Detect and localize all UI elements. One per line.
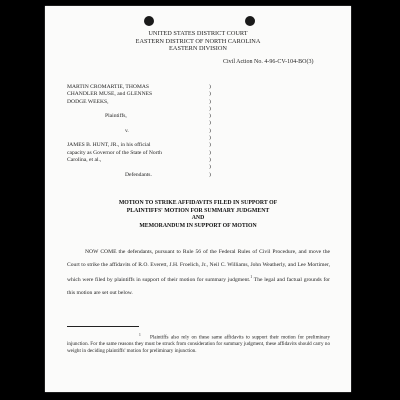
- caption-row: [67, 164, 237, 171]
- court-district: EASTERN DISTRICT OF NORTH CAROLINA: [135, 37, 261, 45]
- caption-paren: ): [209, 84, 211, 90]
- caption-text: v.: [125, 127, 129, 134]
- punch-hole: [245, 16, 255, 26]
- caption-row: [67, 106, 237, 113]
- caption-text: MARTIN CROMARTIE, THOMAS: [67, 84, 150, 90]
- caption-paren: ): [209, 120, 211, 127]
- motion-body: [67, 246, 330, 299]
- caption-row: [67, 99, 237, 106]
- body-paragraph: NOW COME the defendants, pursuant to Rule 56 of the Federal Rules of Civil Procedure, and move the Court to strike the affidavits of R.O. Everett, J.H. Froelich, Jr., Neil C. Williams, John Weatherly, and Lee Mortimer, which were filed by plaintiffs in support of their motion for summary judgment.: [67, 249, 330, 284]
- caption-row: [67, 84, 237, 91]
- civil-action-number: Civil Action No. 4-96-CV-104-BO(3): [223, 59, 314, 65]
- court-header: [45, 30, 351, 53]
- footnote-divider: [67, 326, 139, 327]
- footnote: [67, 332, 330, 354]
- caption-row: [67, 120, 237, 127]
- case-caption: [67, 84, 237, 179]
- caption-paren: ): [209, 149, 211, 156]
- caption-row: [67, 150, 237, 157]
- caption-paren: ): [209, 91, 211, 98]
- caption-text: Carolina, et al.,: [67, 156, 102, 163]
- caption-paren: ): [209, 135, 211, 142]
- footnote-text: Plaintiffs also rely on these same affidavits to support their motion for preliminary injunction. For the same reasons they must be struck from consideration for summary judgment, these affidavits should carry no weight in deciding plaintiffs' motion for preliminary injunction.: [67, 334, 331, 354]
- court-division: EASTERN DIVISION: [169, 45, 227, 52]
- caption-text: DODGE WEEKS,: [67, 98, 109, 105]
- punch-hole: [144, 16, 154, 26]
- caption-row: [67, 113, 237, 120]
- caption-paren: ): [209, 171, 211, 178]
- caption-paren: ): [209, 113, 211, 120]
- caption-paren: ): [209, 156, 211, 163]
- court-name: UNITED STATES DISTRICT COURT: [148, 30, 248, 37]
- footnote-reference: 1: [250, 275, 253, 280]
- caption-text: capacity as Governor of the State of North: [67, 149, 162, 156]
- caption-text: JAMES B. HUNT, JR., in his official: [67, 142, 151, 149]
- motion-title-line: MOTION TO STRIKE AFFIDAVITS FILED IN SUPPORT OF: [118, 200, 278, 206]
- caption-row: [67, 128, 237, 135]
- caption-row: [67, 157, 237, 164]
- caption-paren: ): [209, 127, 211, 134]
- caption-text: Defendants.: [125, 171, 152, 178]
- caption-row: [67, 172, 237, 179]
- body-paragraph-end: The legal and factual grounds for this motion are set out below.: [67, 277, 330, 296]
- motion-title-line: PLAINTIFFS' MOTION FOR SUMMARY JUDGMENT: [126, 207, 270, 214]
- caption-row: [67, 142, 237, 149]
- caption-paren: ): [209, 105, 211, 112]
- caption-paren: ): [209, 164, 211, 171]
- footnote-number: 1: [139, 333, 141, 337]
- motion-title-line: MEMORANDUM IN SUPPORT OF MOTION: [139, 222, 257, 229]
- caption-paren: ): [209, 142, 211, 149]
- document-page: [45, 6, 351, 392]
- caption-paren: ): [209, 98, 211, 105]
- motion-title-line: AND: [191, 215, 205, 221]
- motion-title: [45, 200, 351, 230]
- caption-row: [67, 91, 237, 98]
- caption-text: CHANDLER MUSE, and GLENNES: [67, 91, 153, 98]
- caption-text: Plaintiffs,: [105, 113, 127, 120]
